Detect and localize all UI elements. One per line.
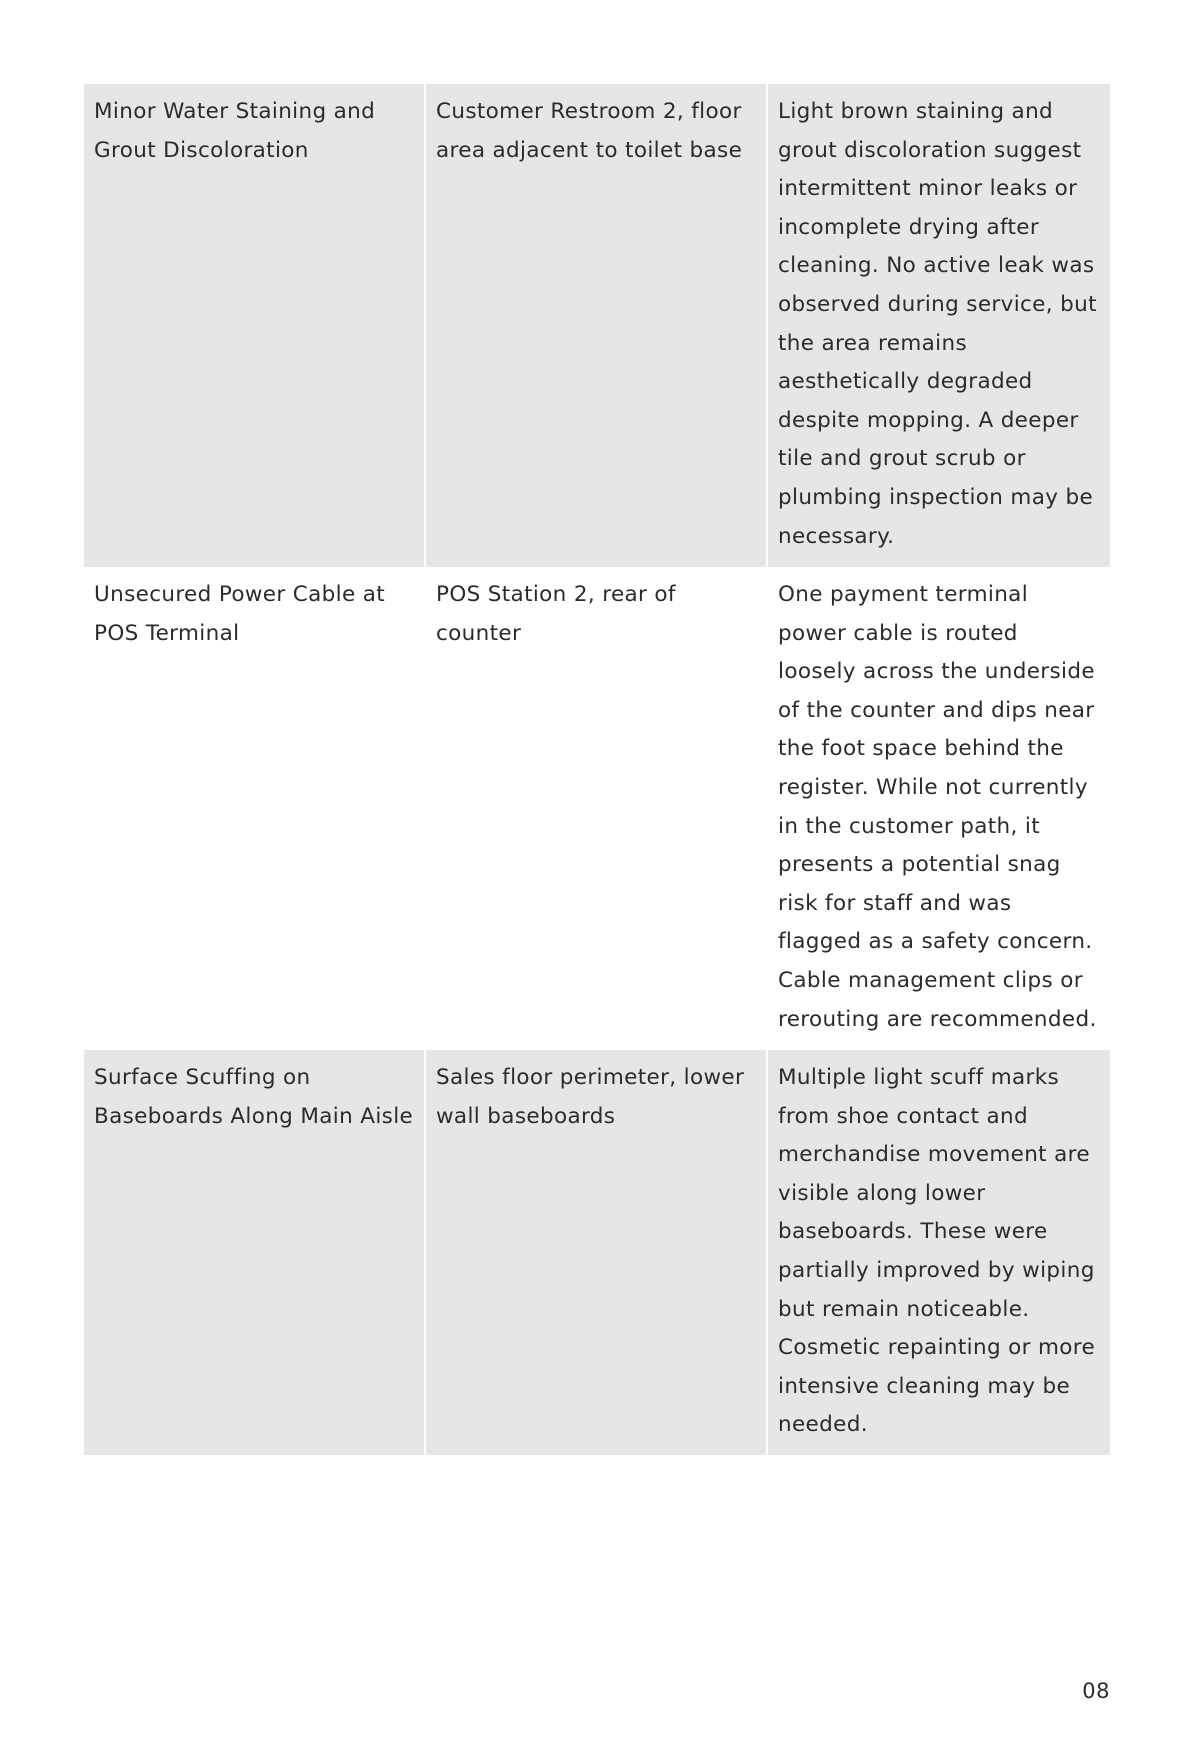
table-row [84,1050,1110,1455]
location-cell: Sales floor perimeter, lower wall baseboards [426,1050,768,1455]
issue-cell: Surface Scuffing on Baseboards Along Main Aisle [84,1050,426,1455]
location-cell: Customer Restroom 2, floor area adjacent to toilet base [426,84,768,567]
issue-cell: Unsecured Power Cable at POS Terminal [84,567,426,1050]
page-number: 08 [1082,1679,1110,1703]
location-cell: POS Station 2, rear of counter [426,567,768,1050]
description-cell: One payment terminal power cable is routed loosely across the underside of the counter and dips near the foot space behind the register. While not currently in the customer path, it presents a potential snag risk for staff and was flagged as a safety concern. Cable management clips or rerouting are recommended. [768,567,1110,1050]
table-row [84,84,1110,567]
findings-table [84,84,1110,1455]
description-cell: Light brown staining and grout discoloration suggest intermittent minor leaks or incomplete drying after cleaning. No active leak was observed during service, but the area remains aesthetically degraded despite mopping. A deeper tile and grout scrub or plumbing inspection may be necessary. [768,84,1110,567]
issue-cell: Minor Water Staining and Grout Discoloration [84,84,426,567]
table-row [84,567,1110,1050]
description-cell: Multiple light scuff marks from shoe contact and merchandise movement are visible along lower baseboards. These were partially improved by wiping but remain noticeable. Cosmetic repainting or more intensive cleaning may be needed. [768,1050,1110,1455]
